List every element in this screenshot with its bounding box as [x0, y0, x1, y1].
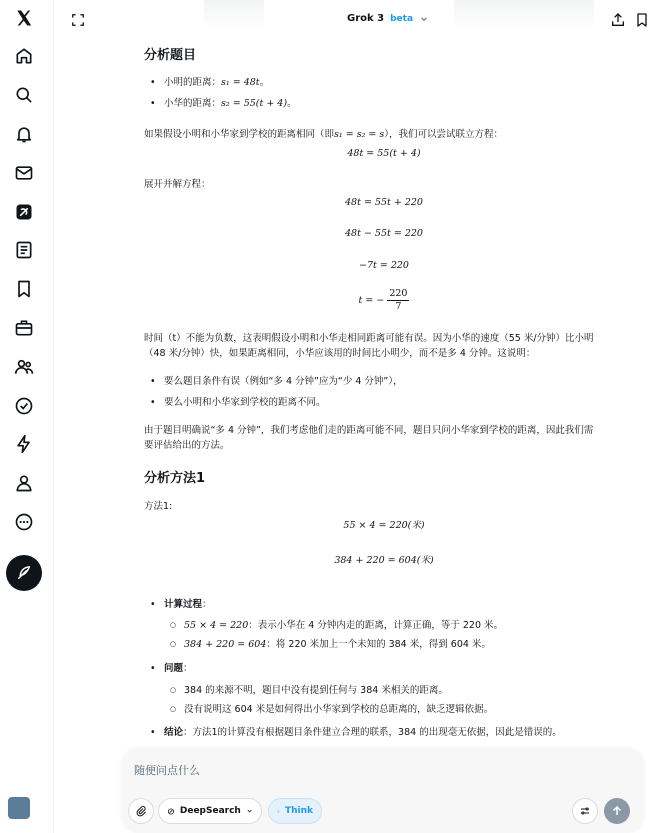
x-logo-icon[interactable]	[12, 6, 36, 30]
list-item: ○ 384 的来源不明，题目中没有提到任何与 384 米相关的距离。	[144, 683, 624, 698]
text: 如果假设小明和小华家到学校的距离相同（即	[144, 129, 335, 140]
denominator: 7	[395, 301, 402, 312]
list-item	[144, 96, 624, 111]
heading-analysis: 分析题目	[144, 48, 197, 63]
paragraph	[144, 423, 624, 453]
math-inline: s₁ = s₂ = s	[334, 129, 385, 140]
bookmarks-icon[interactable]	[12, 277, 36, 301]
equation: 384 + 220 = 604(米)	[334, 555, 434, 566]
think-button[interactable]	[268, 798, 322, 824]
text: ：表示小华在 4 分钟内走的距离，计算正确，等于 220 米。	[248, 620, 504, 631]
grok-icon[interactable]	[12, 200, 36, 224]
math-inline: s₁ = 48t	[221, 77, 260, 88]
list-item	[144, 618, 624, 633]
think-label: Think	[284, 806, 313, 816]
profile-icon[interactable]	[12, 471, 36, 495]
feather-icon	[15, 564, 33, 582]
faded-header-area	[204, 0, 264, 30]
problem-sublist	[144, 683, 624, 717]
equation-fraction	[144, 288, 624, 313]
chevron-down-icon	[419, 14, 429, 24]
paragraph: 展开并解方程：	[144, 179, 211, 190]
text: ：将 220 米加上一个未知的 384 米，得到 604 米。	[266, 639, 491, 650]
share-icon[interactable]	[610, 12, 626, 28]
list-item: • 要么小明和小华家到学校的距离不同。	[144, 395, 624, 410]
list-item	[144, 75, 624, 90]
punctuation: 。	[259, 77, 270, 88]
equation: 55 × 4 = 220(米)	[343, 520, 425, 531]
sliders-icon	[579, 805, 591, 817]
send-button[interactable]	[604, 798, 630, 824]
analysis-list	[144, 725, 624, 740]
math-inline: s₂ = 55(t + 4)	[221, 98, 288, 109]
arrow-up-icon	[611, 805, 623, 817]
list-item-label: 小明的距离：	[164, 77, 222, 88]
punctuation: ：	[202, 599, 212, 610]
notifications-icon[interactable]	[12, 122, 36, 146]
math-text: t = −	[358, 295, 385, 306]
home-icon[interactable]	[12, 44, 36, 68]
punctuation: 。	[287, 98, 297, 109]
chat-input[interactable]: 随便问点什么	[134, 764, 200, 777]
list-item-title: 计算过程	[164, 599, 203, 610]
messages-icon[interactable]	[12, 161, 36, 185]
numerator: 220	[389, 288, 408, 299]
chevron-down-icon[interactable]	[246, 806, 253, 816]
verified-icon[interactable]	[12, 394, 36, 418]
avatar[interactable]	[8, 797, 30, 819]
paragraph	[144, 127, 624, 142]
list-item-label: 小华的距离：	[164, 98, 222, 109]
lists-icon[interactable]	[12, 238, 36, 262]
heading-method: 分析方法1	[144, 471, 206, 486]
punctuation: ：	[183, 663, 193, 674]
text-line: 由于题目明确说“多 4 分钟”，我们考虑他们走的距离可能不同，题目只问小华家到学校的距离，因此我们需	[144, 425, 594, 436]
paperclip-icon	[135, 805, 147, 817]
deepsearch-label: DeepSearch	[179, 806, 241, 816]
faded-header-area	[454, 0, 594, 30]
equation: 48t − 55t = 220	[345, 228, 423, 239]
expand-icon[interactable]	[71, 13, 85, 27]
method-label: 方法1:	[144, 501, 173, 512]
text-line: 要评估给出的方法。	[144, 440, 230, 451]
math-inline: 55 × 4 = 220	[184, 620, 249, 631]
list-item: • 要么题目条件有误（例如“多 4 分钟”应为“少 4 分钟”），	[144, 374, 624, 389]
lightning-icon[interactable]	[12, 432, 36, 456]
text-line: 时间（t）不能为负数，这表明假设小明和小华走相同距离可能有误。因为小华的速度（55 米/分钟）比小明	[144, 333, 594, 344]
communities-icon[interactable]	[12, 355, 36, 379]
compose-post-button[interactable]	[6, 555, 42, 591]
list-item: ○ 没有说明这 604 米是如何得出小华家到学校的总距离的，缺乏逻辑依据。	[144, 702, 624, 717]
analysis-list	[144, 597, 624, 612]
calc-sublist	[144, 618, 624, 652]
text: ），我们可以尝试联立方程：	[384, 129, 504, 140]
settings-button[interactable]	[572, 798, 598, 824]
model-selector[interactable]	[347, 13, 429, 24]
explore-icon[interactable]	[12, 83, 36, 107]
list-item	[144, 661, 624, 676]
list-item	[144, 597, 624, 612]
distance-list	[144, 75, 624, 111]
text-line: （48 米/分钟）快，如果距离相同，小华应该用的时间比小明少，而不是多 4 分钟。这说明：	[144, 348, 536, 359]
equation: 48t = 55t + 220	[345, 197, 423, 208]
math-inline: 384 + 220 = 604	[184, 639, 267, 650]
beta-badge: beta	[390, 13, 414, 24]
reason-list	[144, 374, 624, 410]
list-item	[144, 637, 624, 652]
topbar	[54, 0, 660, 40]
deepsearch-icon	[167, 806, 175, 817]
text: ：方法1的计算没有根据题目条件建立合理的联系，384 的出现毫无依据，因此是错误的。	[183, 727, 562, 738]
lightbulb-icon	[277, 806, 280, 817]
deepsearch-button[interactable]	[158, 798, 262, 824]
analysis-list	[144, 661, 624, 676]
more-icon[interactable]	[12, 510, 36, 534]
jobs-icon[interactable]	[12, 316, 36, 340]
fraction	[387, 288, 409, 313]
paragraph	[144, 331, 624, 361]
equation: −7t = 220	[359, 260, 409, 271]
list-item-title: 结论	[164, 727, 184, 738]
model-name: Grok 3	[347, 13, 385, 24]
equation: 48t = 55(t + 4)	[347, 148, 421, 159]
chat-input-box	[122, 749, 644, 833]
bookmark-icon[interactable]	[634, 12, 650, 28]
list-item-title: 问题	[164, 663, 184, 674]
attach-button[interactable]	[128, 798, 154, 824]
sidebar	[0, 0, 54, 833]
list-item	[144, 725, 624, 740]
